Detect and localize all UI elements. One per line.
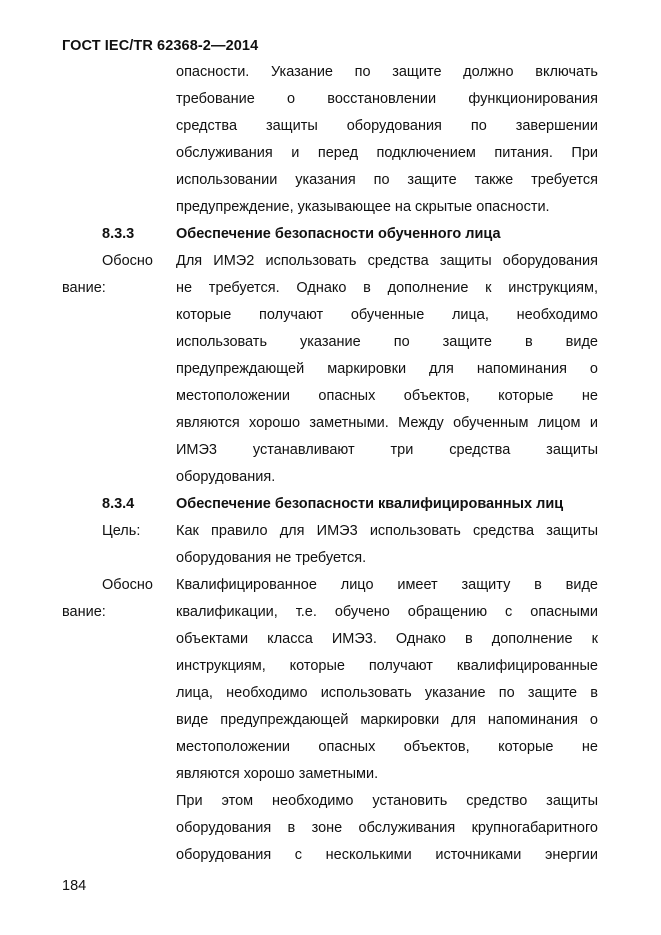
body-line: оборудования в зоне обслуживания крупногабаритного xyxy=(176,820,598,836)
body-line: При этом необходимо установить средство защиты xyxy=(176,793,598,809)
body-line: требование о восстановлении функционирования xyxy=(176,91,598,107)
rationale-label-cont: вание: xyxy=(62,280,106,296)
body-line: оборудования с несколькими источниками энергии xyxy=(176,847,598,863)
body-line: использовании указания по защите также требуется xyxy=(176,172,598,188)
rationale-label: Обосно xyxy=(102,253,153,269)
section-number: 8.3.4 xyxy=(102,496,135,512)
body-line: средства защиты оборудования по завершении xyxy=(176,118,598,134)
body-line: объектами класса ИМЭ3. Однако в дополнение к xyxy=(176,631,598,647)
body-line: являются хорошо заметными. Между обученным лицом и xyxy=(176,415,598,431)
body-line: местоположении опасных объектов, которые не xyxy=(176,388,598,404)
body-line: являются хорошо заметными. xyxy=(176,766,379,782)
body-line: лица, необходимо использовать указание по защите в xyxy=(176,685,598,701)
rationale-label-cont: вание: xyxy=(62,604,106,620)
section-number: 8.3.3 xyxy=(102,226,135,242)
section-title: Обеспечение безопасности квалифицированных лиц xyxy=(176,496,564,512)
body-line: предупреждение, указывающее на скрытые опасности. xyxy=(176,199,550,215)
body-line: ИМЭ3 устанавливают три средства защиты xyxy=(176,442,598,458)
body-line: предупреждающей маркировки для напоминания о xyxy=(176,361,598,377)
section-title: Обеспечение безопасности обученного лица xyxy=(176,226,501,242)
body-line: местоположении опасных объектов, которые не xyxy=(176,739,598,755)
body-line: Квалифицированное лицо имеет защиту в виде xyxy=(176,577,598,593)
page-number: 184 xyxy=(62,878,87,894)
body-line: квалификации, т.е. обучено обращению с опасными xyxy=(176,604,598,620)
body-line: использовать указание по защите в виде xyxy=(176,334,598,350)
goal-label: Цель: xyxy=(102,523,141,539)
body-line: которые получают обученные лица, необходимо xyxy=(176,307,598,323)
body-line: инструкциям, которые получают квалифицированные xyxy=(176,658,598,674)
body-line: опасности. Указание по защите должно включать xyxy=(176,64,598,80)
rationale-label: Обосно xyxy=(102,577,153,593)
body-line: Как правило для ИМЭ3 использовать средства защиты xyxy=(176,523,598,539)
body-line: Для ИМЭ2 использовать средства защиты оборудования xyxy=(176,253,598,269)
body-line: оборудования не требуется. xyxy=(176,550,367,566)
body-line: не требуется. Однако в дополнение к инструкциям, xyxy=(176,280,598,296)
body-line: оборудования. xyxy=(176,469,276,485)
body-line: виде предупреждающей маркировки для напоминания о xyxy=(176,712,598,728)
document-header: ГОСТ IEC/TR 62368-2—2014 xyxy=(62,38,259,54)
body-line: обслуживания и перед подключением питания. При xyxy=(176,145,598,161)
